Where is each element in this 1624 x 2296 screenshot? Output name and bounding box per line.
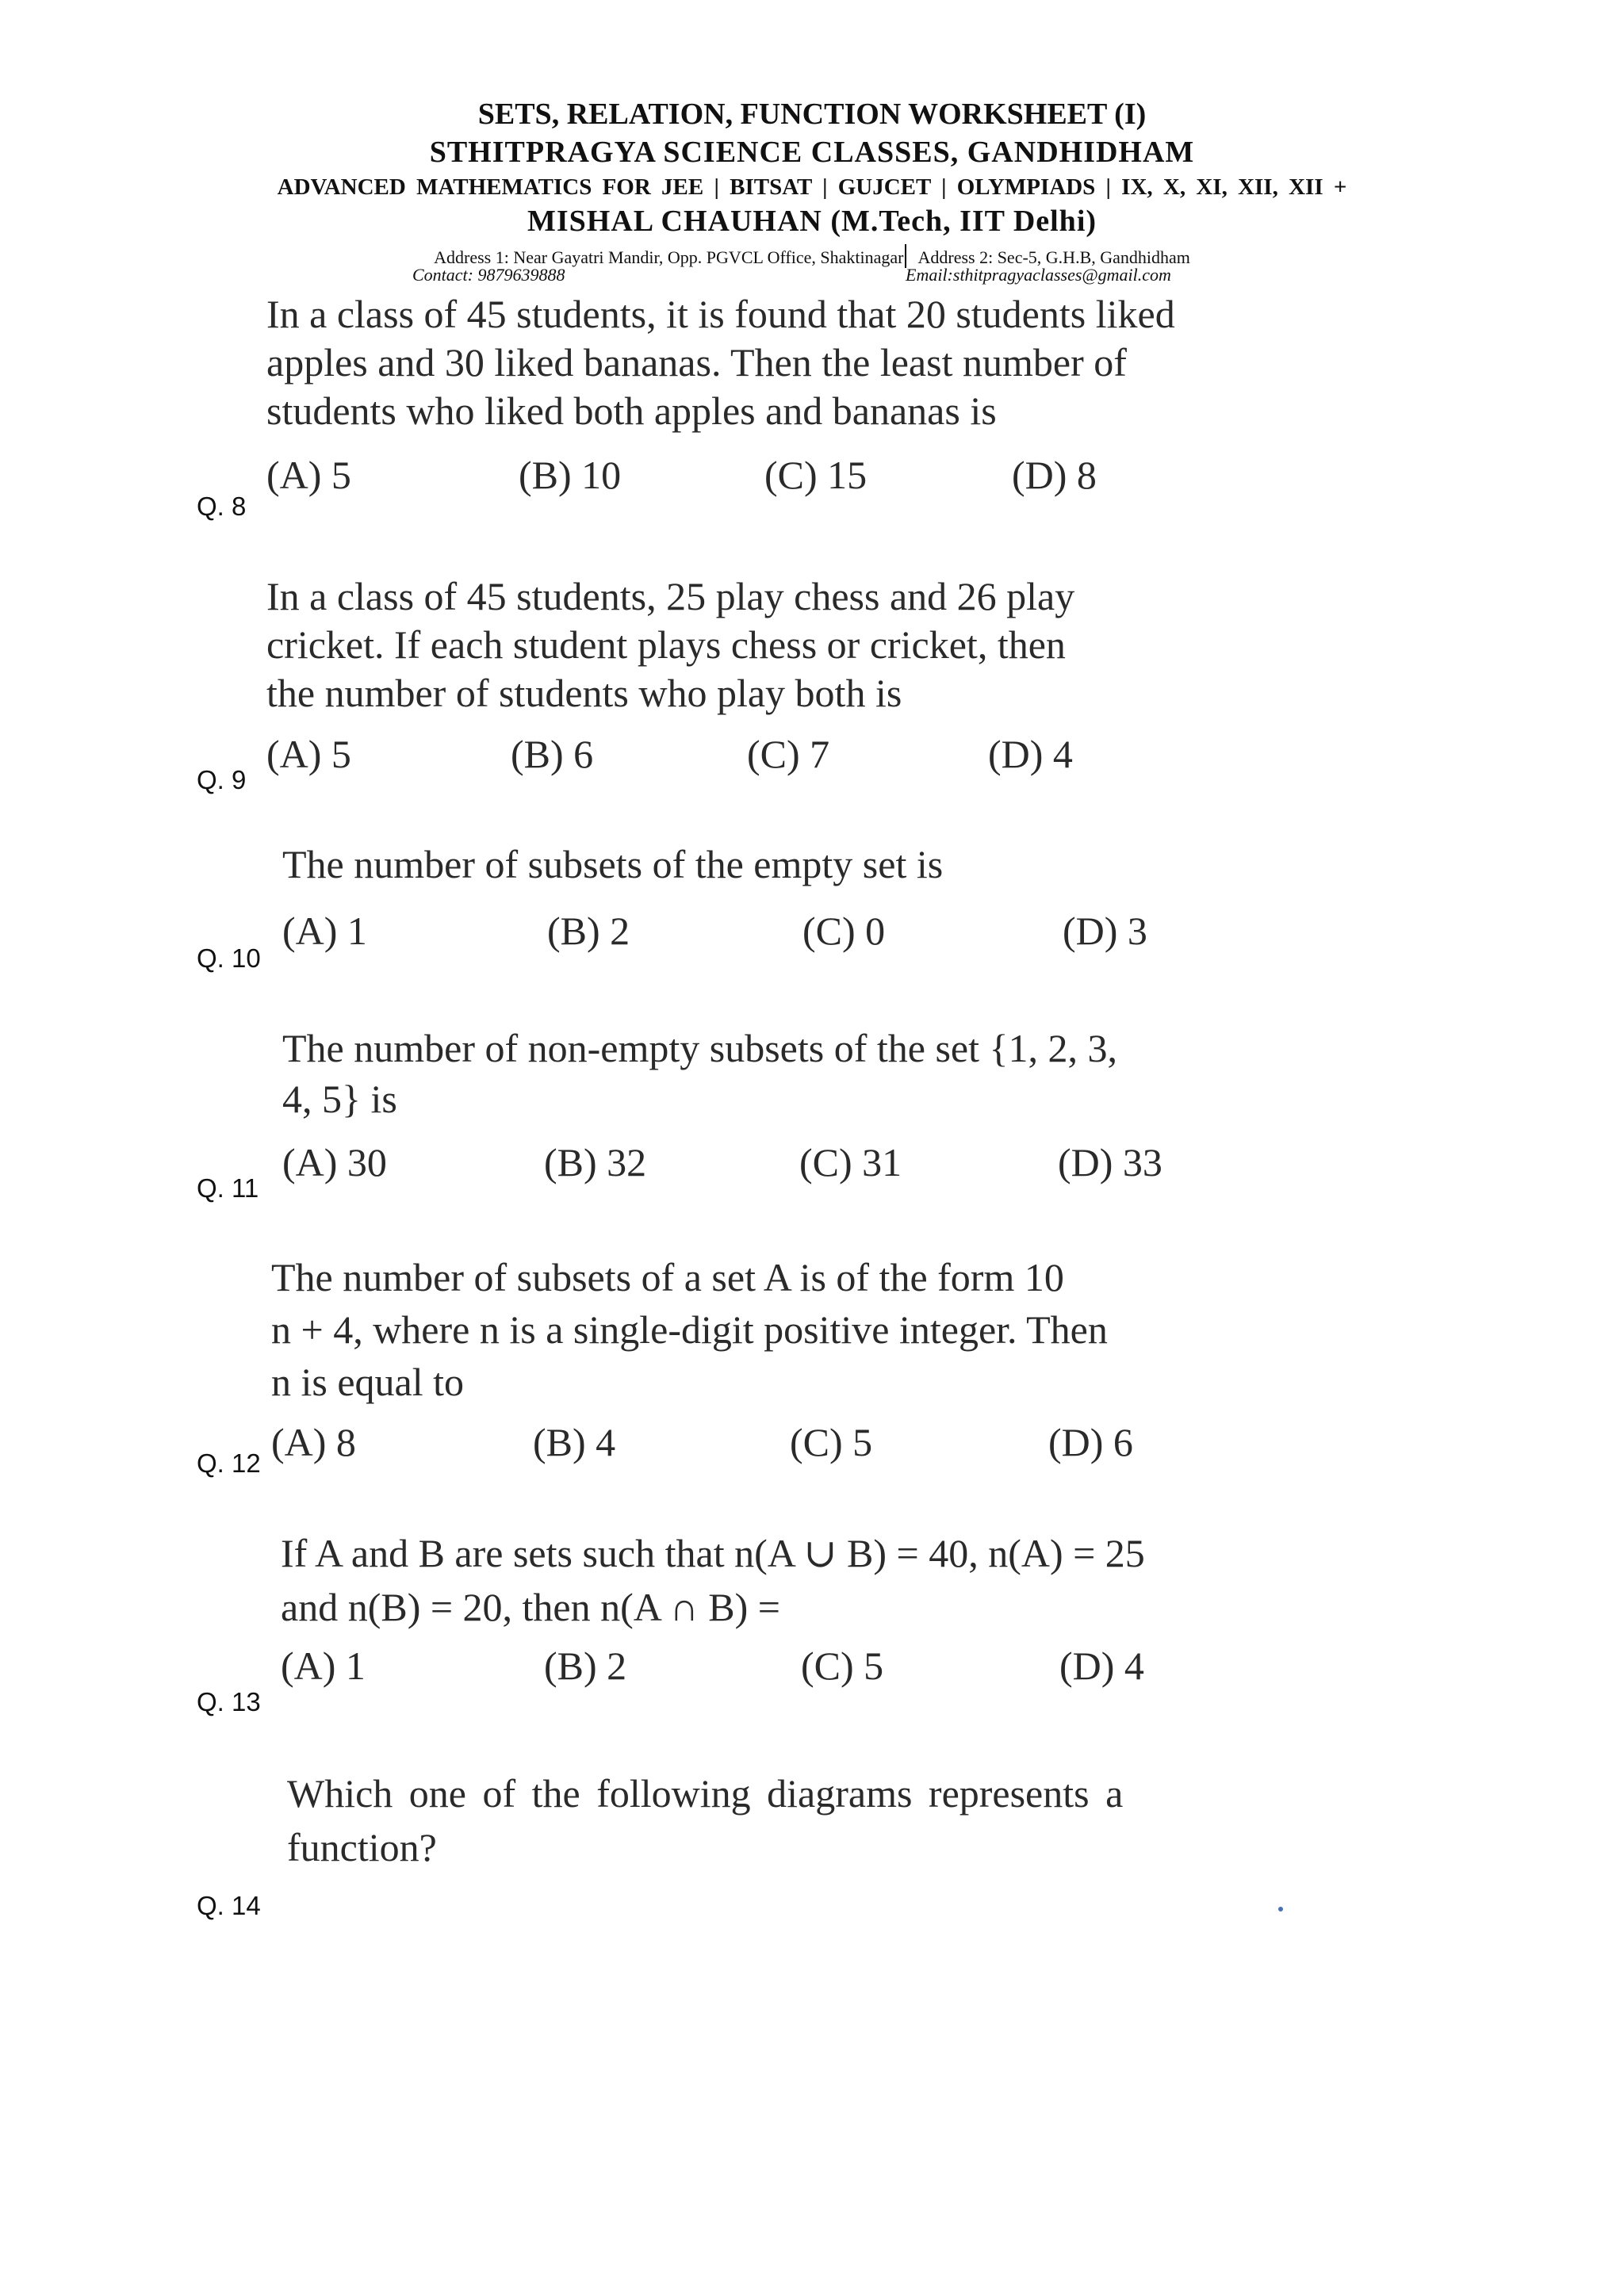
option-b: (B) 4 (533, 1420, 616, 1464)
question-number: Q. 13 (197, 1687, 261, 1716)
option-b: (B) 6 (511, 732, 594, 776)
option-d: (D) 3 (1063, 909, 1147, 953)
teacher-name: MISHAL CHAUHAN (M.Tech, IIT Delhi) (527, 205, 1097, 238)
question-text (282, 1023, 1117, 1124)
question-text (281, 1526, 1145, 1634)
question-text (266, 572, 1074, 718)
question-line: cricket. If each student plays chess or cricket, then (266, 622, 1066, 667)
stray-mark (1278, 1907, 1283, 1911)
question-line: n + 4, where n is a single-digit positive integer. Then (271, 1307, 1108, 1352)
option-a: (A) 5 (266, 453, 351, 497)
question-line: Which one of the following diagrams represents a (287, 1771, 1124, 1816)
question-line: the number of students who play both is (266, 671, 902, 715)
question-line: apples and 30 liked bananas. Then the least number of (266, 340, 1127, 385)
option-b: (B) 10 (519, 453, 622, 497)
answer-options (266, 731, 1218, 779)
option-c: (C) 7 (747, 732, 830, 776)
option-d: (D) 6 (1048, 1420, 1133, 1464)
question-line: In a class of 45 students, 25 play chess and 26 play (266, 574, 1075, 618)
option-a: (A) 8 (271, 1420, 356, 1464)
answer-options (266, 452, 1218, 499)
option-a: (A) 5 (266, 732, 351, 776)
option-d: (D) 8 (1012, 453, 1097, 497)
option-c: (C) 15 (764, 453, 868, 497)
question-line: and n(B) = 20, then n(A ∩ B) = (281, 1585, 780, 1629)
question-number: Q. 8 (197, 492, 247, 521)
contact-email: Email:sthitpragyaclasses@gmail.com (906, 265, 1171, 285)
question-line: n is equal to (271, 1360, 465, 1404)
question-line: The number of subsets of the empty set is (282, 842, 944, 886)
question-line: students who liked both apples and bananas is (266, 388, 997, 433)
question-number: Q. 9 (197, 765, 247, 794)
option-b: (B) 2 (547, 909, 630, 953)
question-number: Q. 11 (197, 1173, 259, 1203)
question-line: The number of subsets of a set A is of the form 10 (271, 1255, 1064, 1299)
answer-options (282, 908, 1234, 955)
option-c: (C) 0 (802, 909, 886, 953)
option-c: (C) 5 (801, 1644, 884, 1688)
address-2: Address 2: Sec-5, G.H.B, Gandhidham (917, 247, 1190, 267)
question-text (271, 1251, 1108, 1408)
option-b: (B) 32 (544, 1140, 647, 1184)
address-1: Address 1: Near Gayatri Mandir, Opp. PGVCL Office, Shaktinagar (434, 247, 904, 267)
question-text (282, 840, 943, 889)
question-number: Q. 10 (197, 943, 261, 973)
option-a: (A) 1 (281, 1644, 366, 1688)
option-c: (C) 5 (790, 1420, 873, 1464)
option-a: (A) 1 (282, 909, 367, 953)
question-line: In a class of 45 students, it is found that 20 students liked (266, 292, 1175, 336)
address-line (0, 244, 1624, 268)
question-line: function? (287, 1825, 437, 1869)
answer-options (271, 1419, 1223, 1467)
option-a: (A) 30 (282, 1140, 387, 1184)
question-text (287, 1766, 1123, 1874)
option-c: (C) 31 (799, 1140, 902, 1184)
answer-options (282, 1139, 1234, 1187)
question-text (266, 290, 1175, 435)
question-number: Q. 12 (197, 1448, 261, 1478)
contact-number: Contact: 9879639888 (412, 265, 565, 285)
institute-name: STHITPRAGYA SCIENCE CLASSES, GANDHIDHAM (429, 136, 1195, 169)
worksheet-title: SETS, RELATION, FUNCTION WORKSHEET (I) (477, 98, 1147, 131)
question-line: If A and B are sets such that n(A ∪ B) = 40, n(A) = 25 (281, 1531, 1145, 1575)
course-subtitle: ADVANCED MATHEMATICS FOR JEE | BITSAT | GUJCET | OLYMPIADS | IX, X, XI, XII, XII + (277, 174, 1347, 200)
option-b: (B) 2 (544, 1644, 627, 1688)
question-line: The number of non-empty subsets of the set {1, 2, 3, (282, 1026, 1117, 1070)
option-d: (D) 33 (1058, 1140, 1162, 1184)
question-line: 4, 5} is (282, 1077, 397, 1121)
option-d: (D) 4 (1059, 1644, 1144, 1688)
option-d: (D) 4 (988, 732, 1073, 776)
question-number: Q. 14 (197, 1891, 261, 1920)
answer-options (281, 1643, 1232, 1690)
